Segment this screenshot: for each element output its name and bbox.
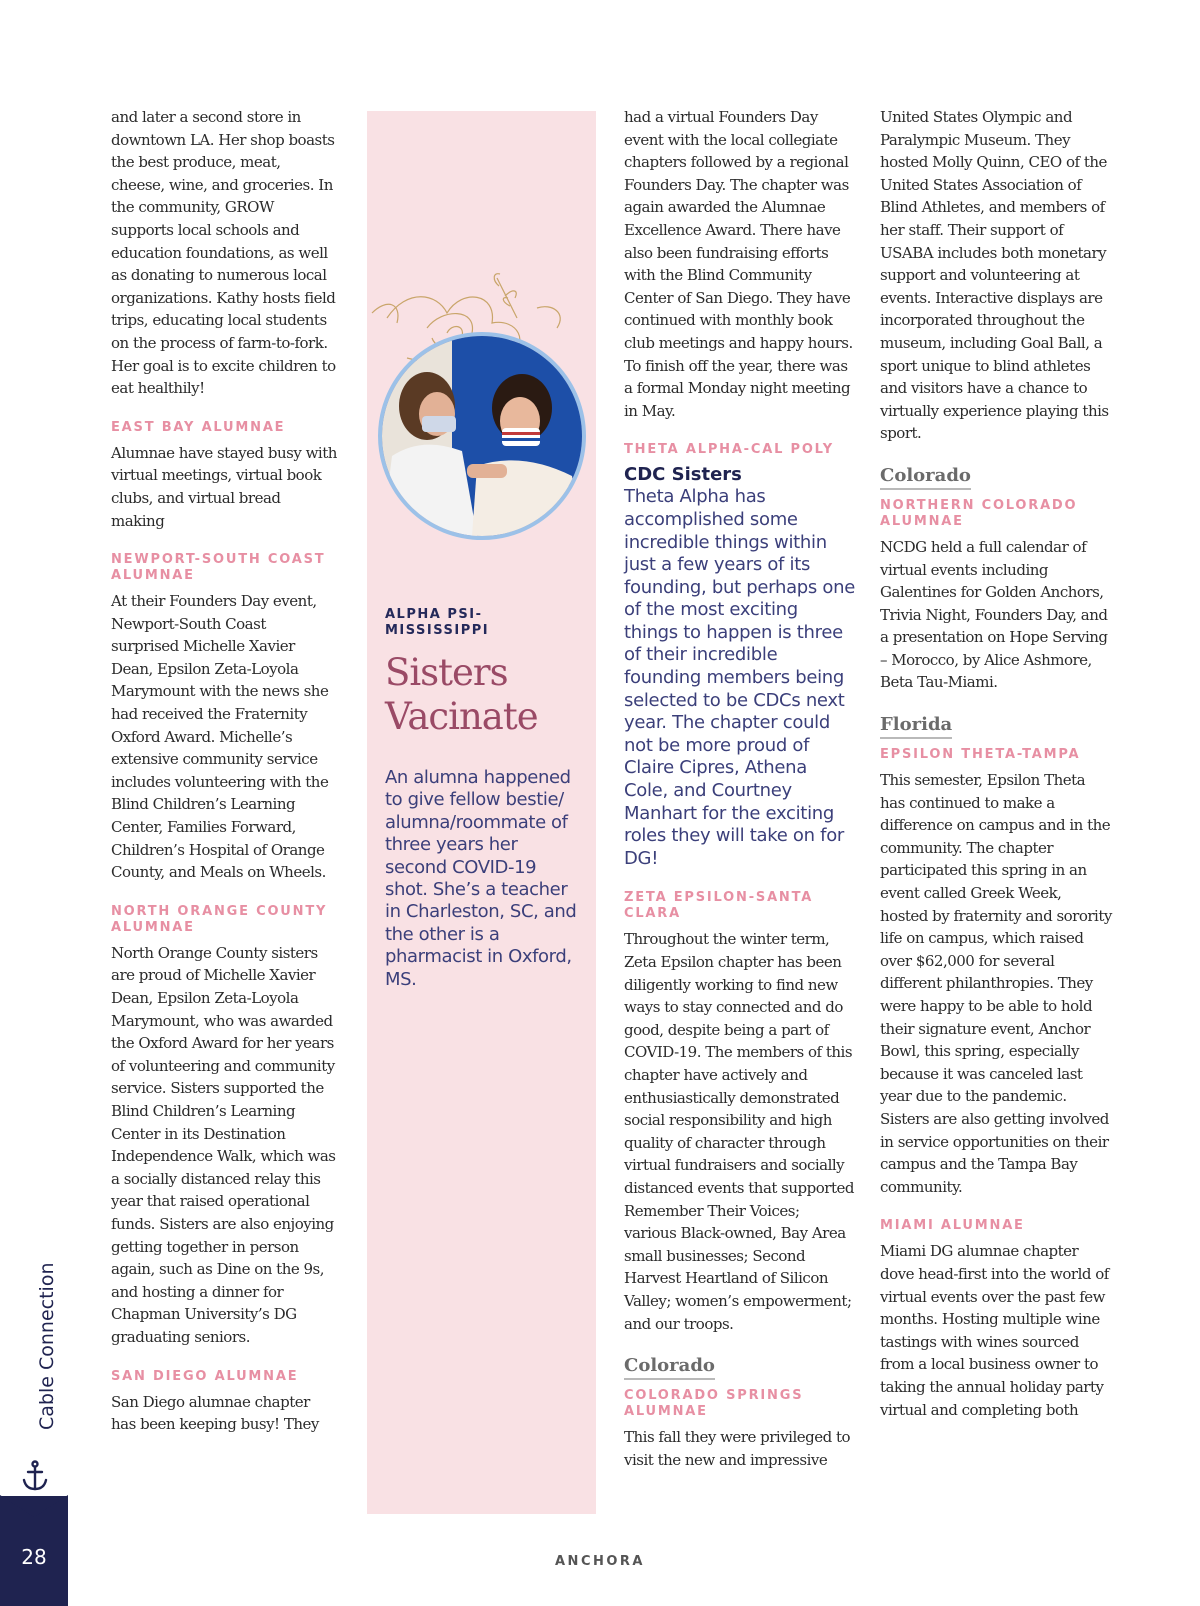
northern-colorado-heading: NORTHERN COLORADO ALUMNAE xyxy=(880,497,1078,529)
san-diego-heading: SAN DIEGO ALUMNAE xyxy=(111,1368,299,1384)
north-orange-heading: NORTH ORANGE COUNTY ALUMNAE xyxy=(111,903,328,935)
sidebar-kicker: ALPHA PSI-MISSISSIPPI xyxy=(385,607,490,638)
zeta-epsilon-body: Throughout the winter term, Zeta Epsilon chapter has been diligently working to find new ways to stay connected and do good, despite being a part of COVID-19. The members of this chapter have actively and enthusiastically demonstrated social responsibility and high quality of character through virtual fundraisers and socially distanced events that supported Remember Their Voices; various Black-owned, Bay Area small businesses; Second Harvest Heartland of Silicon Valley; women’s empowerment; and our troops. xyxy=(624,930,854,1333)
east-bay-body: Alumnae have stayed busy with virtual meetings, virtual book clubs, and virtual bread making xyxy=(111,443,337,530)
sidebar-text xyxy=(385,607,577,991)
north-orange-body: North Orange County sisters are proud of Michelle Xavier Dean, Epsilon Zeta-Loyola Marymount, who was awarded the Oxford Award for her years of volunteering and community service. Sisters supported the Blind Children’s Learning Center in its Destination Independence Walk, which was a socially distanced relay this year that raised operational funds. Sisters are also enjoying getting together in person again, such as Dine on the 9s, and hosting a dinner for Chapman University’s DG graduating seniors. xyxy=(111,943,336,1346)
column-4 xyxy=(880,106,1112,1421)
anchor-icon xyxy=(21,1460,49,1492)
vaccination-photo xyxy=(378,332,586,540)
cdc-sisters-subhead: CDC Sisters xyxy=(624,464,742,486)
page-number: 28 xyxy=(21,1545,47,1569)
zeta-epsilon-heading: ZETA EPSILON-SANTA CLARA xyxy=(624,890,814,922)
column1-intro: and later a second store in downtown LA. Her shop boasts the best produce, meat, cheese, wine, and groceries. In the community, GROW supports local schools and education foundations, as well as donating to numerous local organizations. Kathy hosts field trips, educating local students on the process of farm-to-fork. Her goal is to excite children to eat healthily! xyxy=(111,108,336,398)
column-3 xyxy=(624,106,856,1471)
column3-intro: had a virtual Founders Day event with the local collegiate chapters followed by a regional Founders Day. The chapter was again awarded the Alumnae Excellence Award. There have also been fundraising efforts with the Blind Community Center of San Diego. They have continued with monthly book club meetings and happy hours. To finish off the year, there was a formal Monday night meeting in May. xyxy=(624,108,853,420)
sidebar-title-line2: Vacinate xyxy=(385,695,538,738)
sidebar-title-line1: Sisters xyxy=(385,651,508,694)
san-diego-body: San Diego alumnae chapter has been keeping busy! They xyxy=(111,1392,319,1434)
newport-heading: NEWPORT-SOUTH COAST ALUMNAE xyxy=(111,552,326,584)
miami-heading: MIAMI ALUMNAE xyxy=(880,1218,1025,1234)
state-colorado-2: Colorado xyxy=(880,465,971,490)
section-label: Cable Connection xyxy=(36,1262,58,1430)
column4-intro: United States Olympic and Paralympic Museum. They hosted Molly Quinn, CEO of the United States Association of Blind Athletes, and members of her staff. Their support of USABA includes both monetary support and volunteering at events. Interactive displays are incorporated throughout the museum, including Goal Ball, a sport unique to blind athletes and visitors have a chance to virtually experience playing this sport. xyxy=(880,108,1109,443)
theta-alpha-body: Theta Alpha has accomplished some incredible things within just a few years of its founding, but perhaps one of the most exciting things to happen is three of their incredible founding members being selected to be CDCs next year. The chapter could not be more proud of Claire Cipres, Athena Cole, and Courtney Manhart for the exciting roles they will take on for DG! xyxy=(624,486,856,869)
magazine-name: ANCHORA xyxy=(555,1554,645,1569)
sidebar-title xyxy=(385,651,577,739)
epsilon-theta-body: This semester, Epsilon Theta has continued to make a difference on campus and in the community. The chapter participated this spring in an event called Greek Week, hosted by fraternity and sorority life on campus, which raised over $62,000 for several different philanthropies. They were happy to be able to hold their signature event, Anchor Bowl, this spring, especially because it was canceled last year due to the pandemic. Sisters are also getting involved in service opportunities on their campus and the Tampa Bay community. xyxy=(880,771,1112,1196)
northern-colorado-body: NCDG held a full calendar of virtual events including Galentines for Golden Anchors, Trivia Night, Founders Day, and a presentation on Hope Serving – Morocco, by Alice Ashmore, Beta Tau-Miami. xyxy=(880,537,1108,692)
state-florida: Florida xyxy=(880,714,952,739)
miami-body: Miami DG alumnae chapter dove head-first into the world of virtual events over the past few months. Hosting multiple wine tastings with wines sourced from a local business owner to taking the annual holiday party virtual and completing both xyxy=(880,1242,1109,1419)
epsilon-theta-heading: EPSILON THETA-TAMPA xyxy=(880,747,1081,763)
colorado-springs-body: This fall they were privileged to visit the new and impressive xyxy=(624,1428,851,1469)
colorado-springs-heading: COLORADO SPRINGS ALUMNAE xyxy=(624,1388,804,1420)
east-bay-heading: EAST BAY ALUMNAE xyxy=(111,419,286,435)
theta-alpha-heading: THETA ALPHA-CAL POLY xyxy=(624,442,834,458)
sidebar-body: An alumna happened to give fellow bestie/ alumna/roommate of three years her second COVID-19 shot. She’s a teacher in Charleston, SC, and the other is a pharmacist in Oxford, MS. xyxy=(385,767,577,990)
state-colorado: Colorado xyxy=(624,1355,715,1380)
column-1 xyxy=(111,106,337,1436)
newport-body: At their Founders Day event, Newport-South Coast surprised Michelle Xavier Dean, Epsilon Zeta-Loyola Marymount with the news she had received the Fraternity Oxford Award. Michelle’s extensive community service includes volunteering with the Blind Children’s Learning Center, Families Forward, Children’s Hospital of Orange County, and Meals on Wheels. xyxy=(111,592,329,882)
